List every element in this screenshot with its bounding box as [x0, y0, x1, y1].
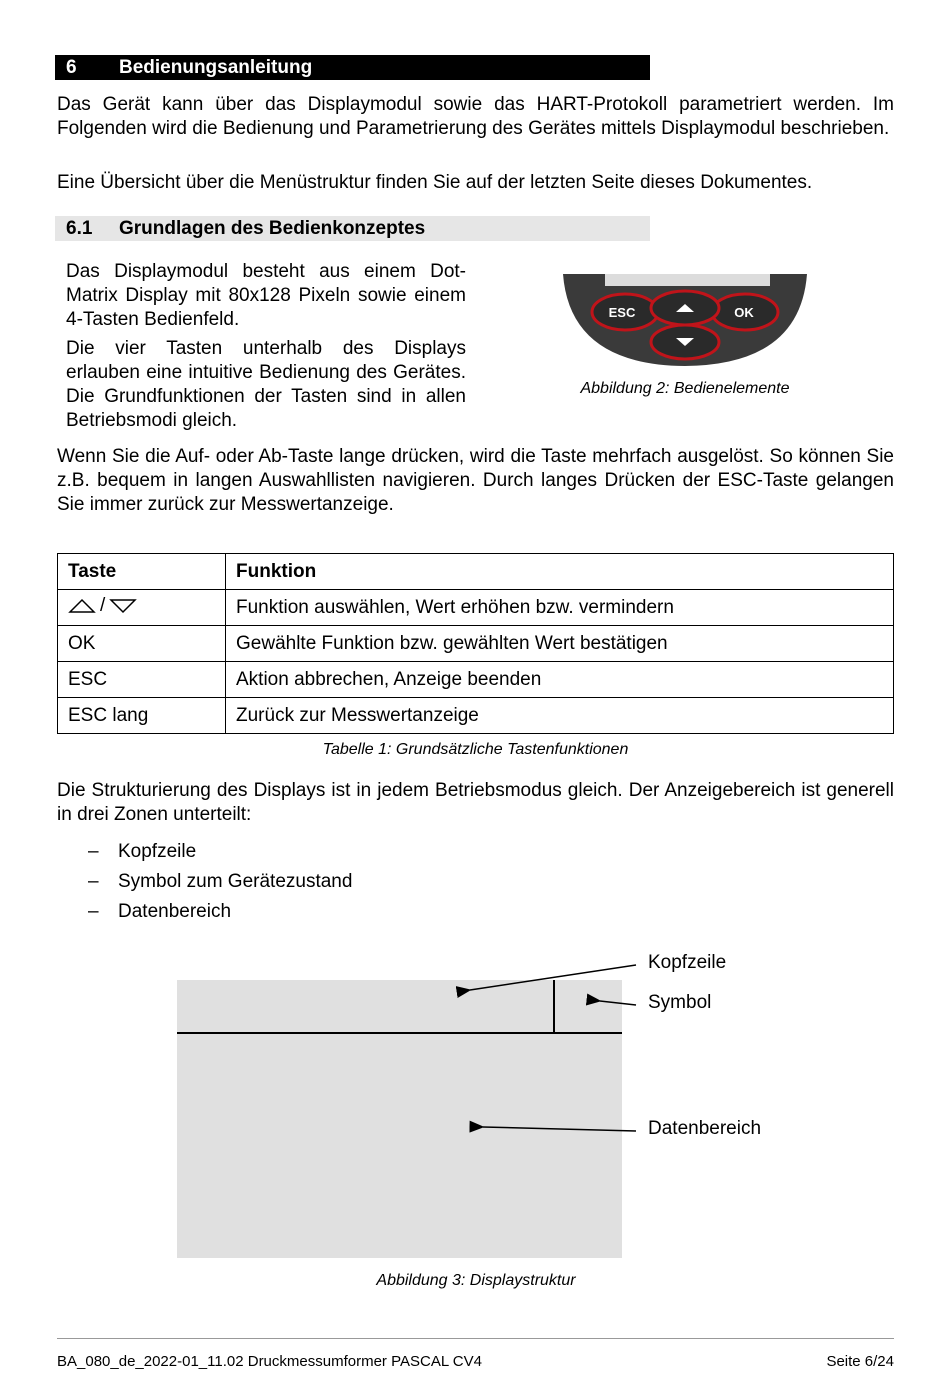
intro-paragraph-2: Eine Übersicht über die Menüstruktur finden Sie auf der letzten Seite dieses Dokumentes. [57, 172, 813, 193]
table-cell-key [58, 590, 226, 626]
long-press-paragraph: Wenn Sie die Auf- oder Ab-Taste lange drücken, wird die Taste mehrfach ausgelöst. So können Sie z.B. bequem in langen Auswahllisten navigieren. Durch langes Drücken der ESC-Taste gelangen Sie immer zurück zur Messwertanzeige. [57, 446, 894, 515]
table-cell-function: Zurück zur Messwertanzeige [226, 698, 894, 734]
table-row [58, 698, 894, 734]
footer-divider [57, 1338, 894, 1339]
zone-label: Datenbereich [118, 901, 232, 922]
table-cell-key: ESC lang [58, 698, 226, 734]
zone-label: Kopfzeile [118, 841, 197, 862]
table-1-caption: Tabelle 1: Grundsätzliche Tastenfunktionen [322, 741, 629, 758]
table-header-key: Taste [58, 554, 226, 590]
table-cell-key: OK [58, 626, 226, 662]
structure-paragraph: Die Strukturierung des Displays ist in jedem Betriebsmodus gleich. Der Anzeigebereich ist generell in drei Zonen unterteilt: [57, 780, 894, 825]
display-structure-diagram [170, 945, 820, 1270]
keypad-illustration [560, 270, 810, 370]
intro-paragraph-1: Das Gerät kann über das Displaymodul sowie das HART-Protokoll parametriert werden. Im Folgenden wird die Bedienung und Parametrierung des Gerätes mittels Displaymodul beschrieben. [57, 94, 894, 139]
figure-3-caption: Abbildung 3: Displaystruktur [376, 1272, 576, 1289]
footer-document-id: BA_080_de_2022-01_11.02 Druckmessumformer PASCAL CV4 [57, 1353, 482, 1370]
footer-page-number: Seite 6/24 [826, 1353, 894, 1370]
zone-list [88, 840, 352, 930]
ok-key-label: OK [734, 305, 754, 320]
zone-label: Symbol zum Gerätezustand [118, 871, 353, 892]
list-item: – Datenbereich [88, 901, 232, 922]
table-cell-key: ESC [58, 662, 226, 698]
symbol-zone-label: Symbol [648, 992, 712, 1013]
table-header-row [58, 554, 894, 590]
section-number: 6 [66, 57, 77, 78]
basics-paragraph-1: Das Displaymodul besteht aus einem Dot-Matrix Display mit 80x128 Pixeln sowie einem 4-Tasten Bedienfeld. [66, 261, 466, 330]
table-row [58, 626, 894, 662]
display-area [177, 980, 622, 1258]
table-row [58, 662, 894, 698]
table-row [58, 590, 894, 626]
esc-key-label: ESC [608, 305, 636, 320]
subsection-number: 6.1 [66, 218, 93, 239]
table-header-function: Funktion [226, 554, 894, 590]
slash-separator: / [100, 595, 106, 616]
basics-paragraph-2: Die vier Tasten unterhalb des Displays erlauben eine intuitive Bedienung des Gerätes. Die Grundfunktionen der Tasten sind in allen Betriebsmodi gleich. [66, 338, 466, 431]
down-triangle-icon [109, 598, 137, 614]
up-triangle-icon [68, 598, 96, 614]
table-cell-function: Aktion abbrechen, Anzeige beenden [226, 662, 894, 698]
up-down-keys [68, 595, 137, 617]
figure-2-caption: Abbildung 2: Bedienelemente [580, 380, 790, 397]
header-zone-label: Kopfzeile [648, 952, 727, 973]
list-item: – Symbol zum Gerätezustand [88, 871, 353, 892]
list-item: – Kopfzeile [88, 841, 197, 862]
data-zone-label: Datenbereich [648, 1118, 762, 1139]
section-heading [55, 55, 650, 80]
subsection-heading [55, 216, 650, 241]
display-window-edge [605, 274, 770, 286]
table-cell-function: Funktion auswählen, Wert erhöhen bzw. vermindern [226, 590, 894, 626]
key-function-table [57, 553, 894, 734]
section-title: Bedienungsanleitung [119, 57, 313, 78]
table-cell-function: Gewählte Funktion bzw. gewählten Wert bestätigen [226, 626, 894, 662]
subsection-title: Grundlagen des Bedienkonzeptes [119, 218, 426, 239]
